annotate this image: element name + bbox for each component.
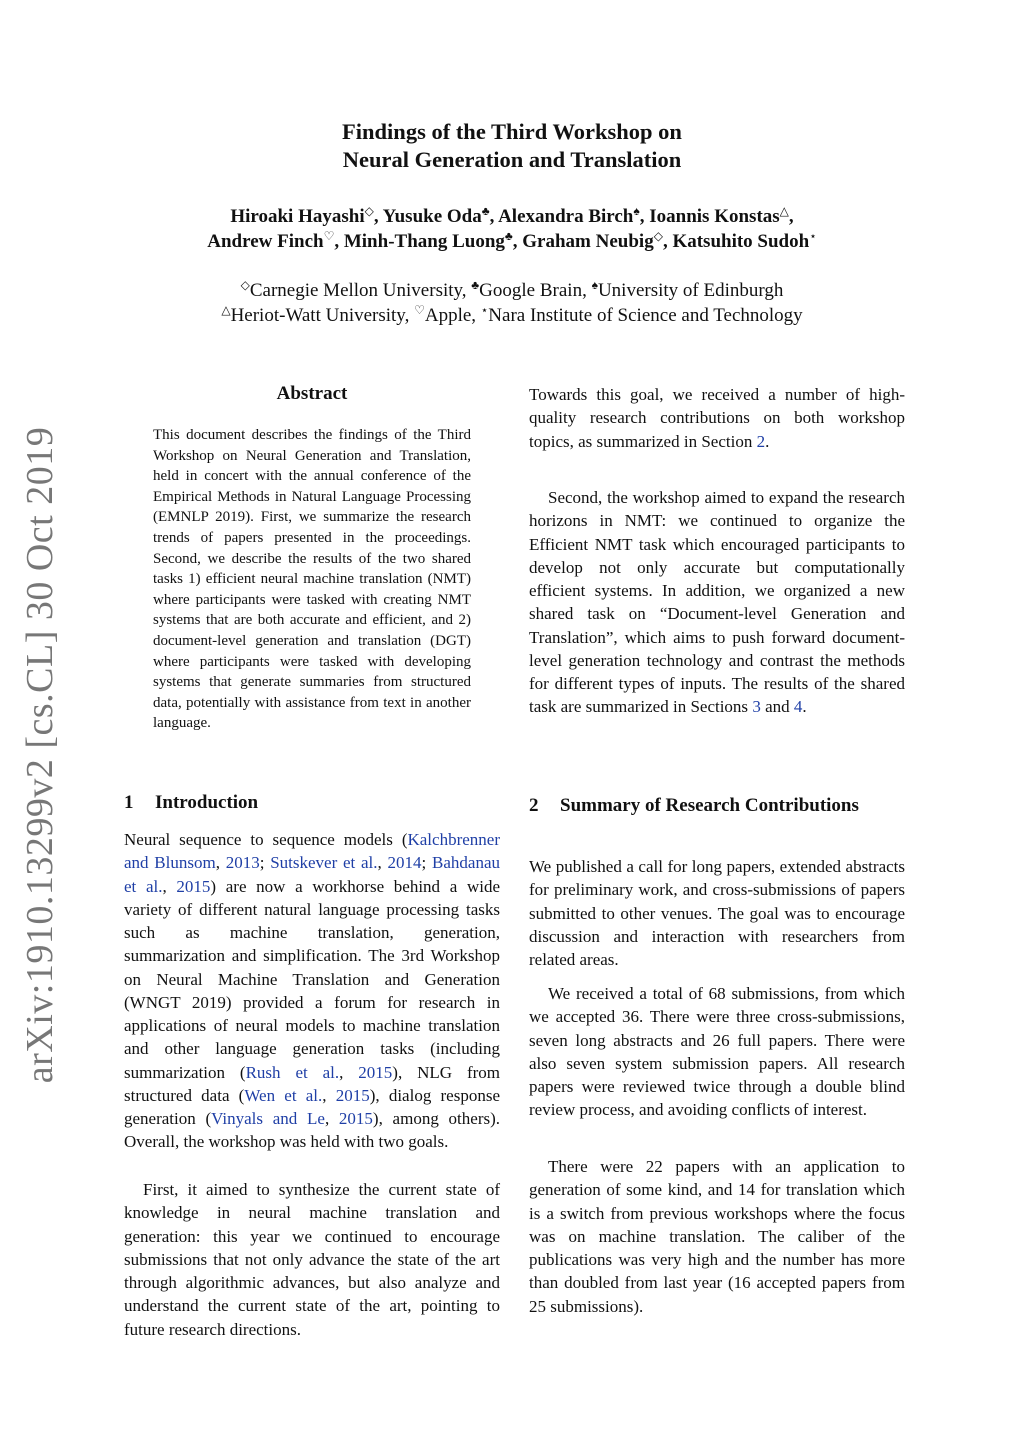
contrib-paragraph-2: We received a total of 68 submissions, from which we accepted 36. There were three cross-submissions, seven long abstracts and 26 full papers. There were also seven system submission papers. All research papers were reviewed twice through a double blind review process, and avoiding conflicts of interest. (529, 984, 905, 1120)
affiliation-line-1: ◇Carnegie Mellon University, ♣Google Brain, ♠University of Edinburgh (240, 278, 784, 301)
author-name: Yusuke Oda (382, 206, 482, 227)
affiliation-mark: ♣ (481, 204, 490, 218)
title-line-2: Neural Generation and Translation (342, 147, 682, 172)
title-line-1: Findings of the Third Workshop on (342, 119, 682, 144)
intro-paragraph-2: First, it aimed to synthesize the current state of knowledge in neural machine translation and generation: this year we continued to encourage submissions that not only advance the state of the art through algorithmic advances, but also analyze and understand the current state of the art, pointing to future research directions. (124, 1180, 500, 1339)
citation-year-link[interactable]: 2014 (387, 853, 422, 873)
affiliation-name: Heriot-Watt University (230, 305, 405, 326)
affiliation-list (0, 278, 1024, 328)
author-name: Katsuhito Sudoh (672, 231, 810, 252)
contrib-paragraph-1: We published a call for long papers, extended abstracts for preliminary work, and cross-submissions of papers submitted to other venues. The goal was to encourage discussion and interaction with researchers from related areas. (529, 857, 905, 969)
author-name: Alexandra Birch (498, 206, 634, 227)
section-ref-link[interactable]: 4 (793, 697, 803, 717)
affiliation-name: Carnegie Mellon University (249, 280, 462, 301)
author-name: Ioannis Konstas (649, 206, 780, 227)
contrib-paragraph-3: There were 22 papers with an application to generation of some kind, and 14 for translation which is a switch from previous workshops where the focus was on machine translation. The caliber of the publications was very high and the number has more than doubled from last year (16 accepted papers from 25 submissions). (529, 1157, 905, 1316)
intro-paragraph-3: Second, the workshop aimed to expand the research horizons in NMT: we continued to organize the Efficient NMT task which encouraged participants to develop not only accurate but computationally efficient systems. In addition, we organized a new shared task on “Document-level Generation and Translation”, which aims to push forward document-level generation technology and contrast the methods for different types of inputs. The results of the shared task are summarized in Sections 3 and 4. (529, 488, 905, 717)
author-name: Hiroaki Hayashi (230, 206, 365, 227)
citation-year-link[interactable]: 2013 (225, 853, 260, 873)
citation-link[interactable]: Wen et al. (244, 1085, 323, 1105)
section-2-heading: 2 Summary of Research Contributions (529, 795, 859, 816)
affiliation-mark: ♣ (504, 229, 513, 243)
arxiv-stamp-text: arXiv:1910.13299v2 [cs.CL] 30 Oct 2019 (19, 426, 61, 1084)
intro-paragraph-1: Neural sequence to sequence models (Kalchbrenner and Blunsom, 2013; Sutskever et al., 2014; Bahdanau et al., 2015) are now a workhorse behind a wide variety of different natural language processing tasks such as machine translation, generation, summarization and simplification. The 3rd Workshop on Neural Machine Translation and Generation (WNGT 2019) provided a forum for research in applications of neural models to machine translation and other language generation tasks (including summarization (Rush et al., 2015), NLG from structured data (Wen et al., 2015), dialog response generation (Vinyals and Le, 2015), among others). Overall, the workshop was held with two goals. (124, 830, 501, 1152)
affiliation-mark: ◇ (653, 229, 663, 243)
affiliation-mark: ♠ (633, 204, 640, 218)
section-1-heading: 1 Introduction (124, 792, 259, 813)
affiliation-mark: ♡ (323, 229, 335, 243)
affiliation-mark: △ (779, 204, 789, 218)
paper-title (0, 118, 1024, 174)
citation-year-link[interactable]: 2015 (335, 1085, 370, 1105)
author-name: Graham Neubig (522, 231, 654, 252)
citation-year-link[interactable]: 2015 (358, 1062, 393, 1082)
citation-link[interactable]: Bahdanau et al. (124, 853, 500, 896)
author-list (0, 204, 1024, 254)
intro-paragraph-2-continued: Towards this goal, we received a number of high-quality research contributions on both workshop topics, as summarized in Section 2. (529, 385, 905, 451)
author-line-2: Andrew Finch♡, Minh-Thang Luong♣, Graham Neubig◇, Katsuhito Sudoh⋆ (207, 229, 817, 252)
affiliation-mark: ◇ (364, 204, 374, 218)
citation-link[interactable]: Rush et al. (245, 1062, 340, 1082)
citation-year-link[interactable]: 2015 (176, 876, 211, 896)
affiliation-name: Google Brain (479, 280, 583, 301)
author-line-1: Hiroaki Hayashi◇, Yusuke Oda♣, Alexandra Birch♠, Ioannis Konstas△, (230, 204, 794, 227)
author-name: Andrew Finch (207, 231, 324, 252)
section-ref-link[interactable]: 3 (752, 697, 761, 717)
abstract-heading: Abstract (276, 383, 348, 404)
author-name: Minh-Thang Luong (343, 231, 505, 252)
affiliation-name: Apple (424, 305, 472, 326)
affiliation-line-2: △Heriot-Watt University, ♡Apple, ⋆Nara Institute of Science and Technology (221, 303, 803, 326)
affiliation-name: University of Edinburgh (597, 280, 784, 301)
citation-link[interactable]: Vinyals and Le (211, 1109, 325, 1128)
abstract-text: This document describes the findings of the Third Workshop on Neural Generation and Translation, held in concert with the annual conference of the Empirical Methods in Natural Language Processing (EMNLP 2019). First, we summarize the research trends of papers presented in the proceedings. Second, we describe the results of the two shared tasks 1) efficient neural machine translation (NMT) where participants were tasked with creating NMT systems that are both accurate and efficient, and 2) document-level generation and translation (DGT) where participants were tasked with developing systems that generate summaries from structured data, potentially with assistance from text in another language. (153, 427, 471, 732)
arxiv-stamp (10, 426, 70, 1084)
section-ref-link[interactable]: 2 (756, 431, 766, 451)
citation-link[interactable]: Kalchbrenner and Blunsom (124, 830, 500, 873)
affiliation-name: Nara Institute of Science and Technology (488, 305, 803, 326)
citation-link[interactable]: Sutskever et al. (270, 853, 378, 873)
citation-year-link[interactable]: 2015 (338, 1109, 373, 1128)
affiliation-mark: ⋆ (809, 229, 817, 243)
